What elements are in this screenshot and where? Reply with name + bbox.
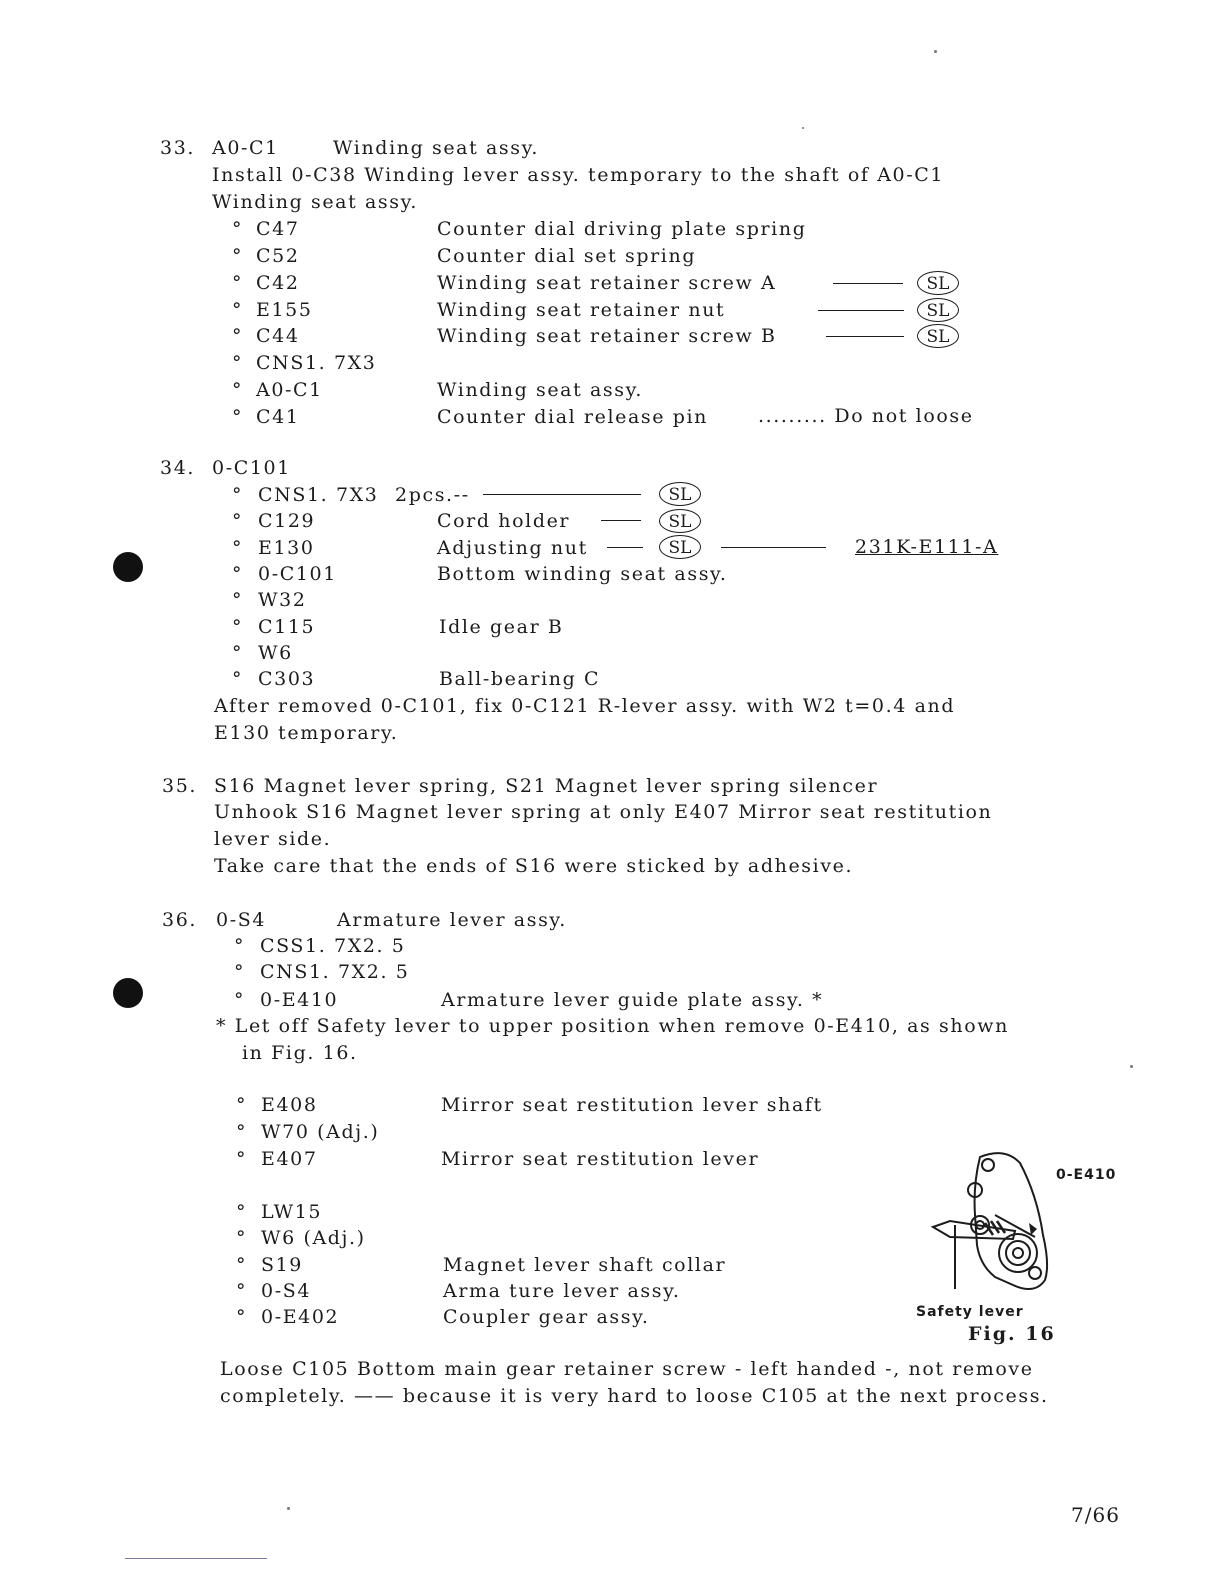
sl-mark: SL (659, 482, 701, 506)
leader-line (483, 494, 641, 495)
part-description: Cord holder (437, 510, 571, 532)
bullet: ° (232, 299, 244, 321)
part-code: E155 (256, 299, 313, 321)
bullet: ° (232, 616, 244, 638)
leader-line (721, 547, 826, 548)
binder-hole-punch (113, 552, 143, 582)
sl-mark: SL (659, 535, 701, 559)
bullet: ° (232, 352, 244, 374)
part-code: E407 (261, 1148, 318, 1170)
leader-line (818, 310, 904, 311)
bullet: ° (236, 1201, 248, 1223)
part-code: CNS1. 7X3 (256, 352, 377, 374)
scan-speck (934, 50, 937, 53)
part-code: CSS1. 7X2. 5 (260, 935, 406, 957)
section-35-line4: Take care that the ends of S16 were sticked by adhesive. (214, 855, 854, 877)
section-35-line2: Unhook S16 Magnet lever spring at only E407 Mirror seat restitution (214, 801, 993, 823)
section-34-number: 34. (160, 457, 196, 479)
bullet: ° (232, 563, 244, 585)
part-description: Arma ture lever assy. (443, 1280, 681, 1302)
part-description: Mirror seat restitution lever (441, 1148, 760, 1170)
part-code: 0-E410 (260, 989, 339, 1011)
part-description: Winding seat assy. (437, 379, 644, 401)
part-code: A0-C1 (256, 379, 323, 401)
part-description: Counter dial driving plate spring (437, 218, 807, 240)
part-code: S19 (261, 1254, 303, 1276)
sl-mark: SL (917, 271, 959, 295)
section-36-note-line2: in Fig. 16. (242, 1042, 358, 1064)
part-description: 2pcs.-- (395, 484, 470, 506)
bullet: ° (234, 989, 246, 1011)
figure-16 (905, 1145, 1125, 1345)
section-36-number: 36. (162, 909, 198, 931)
section-33-number: 33. (160, 137, 196, 159)
sl-mark: SL (917, 298, 959, 322)
scan-speck (1130, 1065, 1133, 1068)
bullet: ° (234, 935, 246, 957)
part-code: W70 (Adj.) (261, 1121, 380, 1143)
loose-note-line2: completely. —— because it is very hard to loose C105 at the next process. (220, 1385, 1049, 1407)
binder-hole-punch (113, 978, 143, 1008)
bullet: ° (232, 537, 244, 559)
section-36-title: Armature lever assy. (337, 909, 567, 931)
part-code: W6 (258, 642, 293, 664)
part-description: Counter dial release pin (437, 406, 709, 428)
bottom-edge-line (125, 1558, 267, 1559)
part-code: C129 (258, 510, 316, 532)
part-code: CNS1. 7X3 (258, 484, 379, 506)
section-36-code: 0-S4 (216, 909, 267, 931)
reference-part-number: 231K-E111-A (855, 536, 999, 558)
bullet: ° (232, 379, 244, 401)
section-34-after-line2: E130 temporary. (214, 722, 399, 744)
bullet: ° (236, 1306, 248, 1328)
bullet: ° (234, 961, 246, 983)
part-code: E408 (261, 1094, 318, 1116)
bullet: ° (232, 668, 244, 690)
part-code: LW15 (261, 1201, 323, 1223)
part-description: Idle gear B (439, 616, 564, 638)
bullet: ° (232, 484, 244, 506)
bullet: ° (236, 1094, 248, 1116)
bullet: ° (236, 1254, 248, 1276)
bullet: ° (232, 218, 244, 240)
section-36-note-line1: * Let off Safety lever to upper position when remove 0-E410, as shown (216, 1015, 1009, 1037)
c41-note: ......... Do not loose (758, 405, 974, 427)
part-description: Armature lever guide plate assy. * (441, 989, 824, 1011)
page-number: 7/66 (1071, 1503, 1120, 1527)
part-description: Coupler gear assy. (443, 1306, 650, 1328)
bullet: ° (236, 1148, 248, 1170)
part-description: Winding seat retainer screw A (437, 272, 777, 294)
bullet: ° (232, 510, 244, 532)
part-description: Adjusting nut (437, 537, 588, 559)
part-description: Ball-bearing C (439, 668, 601, 690)
figure-part-label: 0-E410 (1056, 1167, 1117, 1183)
bullet: ° (236, 1121, 248, 1143)
bullet: ° (232, 245, 244, 267)
part-description: Magnet lever shaft collar (443, 1254, 727, 1276)
part-description: Winding seat retainer screw B (437, 325, 777, 347)
leader-line (601, 520, 641, 521)
section-35-line1: S16 Magnet lever spring, S21 Magnet lever spring silencer (214, 775, 879, 797)
part-code: 0-C101 (258, 563, 337, 585)
part-code: C41 (256, 406, 300, 428)
scan-speck (287, 1507, 290, 1510)
part-code: C115 (258, 616, 316, 638)
figure-caption: Fig. 16 (968, 1323, 1056, 1345)
sl-mark: SL (659, 509, 701, 533)
part-code: C44 (256, 325, 300, 347)
sl-mark: SL (917, 324, 959, 348)
section-34-after-line1: After removed 0-C101, fix 0-C121 R-lever assy. with W2 t=0.4 and (214, 695, 956, 717)
part-description: Mirror seat restitution lever shaft (441, 1094, 823, 1116)
bullet: ° (232, 406, 244, 428)
part-code: W32 (258, 589, 307, 611)
bullet: ° (236, 1227, 248, 1249)
leader-line (607, 547, 643, 548)
bullet: ° (236, 1280, 248, 1302)
scan-speck (802, 127, 804, 129)
part-code: C52 (256, 245, 300, 267)
part-description: Winding seat retainer nut (437, 299, 726, 321)
section-33-code: A0-C1 (212, 137, 279, 159)
part-code: CNS1. 7X2. 5 (260, 961, 410, 983)
loose-note-line1: Loose C105 Bottom main gear retainer screw - left handed -, not remove (220, 1358, 1034, 1380)
section-35-line3: lever side. (214, 828, 332, 850)
part-code: 0-E402 (261, 1306, 340, 1328)
section-34-code: 0-C101 (212, 457, 291, 479)
leader-line (826, 336, 904, 337)
part-code: 0-S4 (261, 1280, 312, 1302)
section-33-intro-line2: Winding seat assy. (212, 191, 419, 213)
part-code: W6 (Adj.) (261, 1227, 366, 1249)
leader-line (833, 283, 903, 284)
bullet: ° (232, 589, 244, 611)
part-code: E130 (258, 537, 315, 559)
section-33-title: Winding seat assy. (333, 137, 540, 159)
section-35-number: 35. (162, 775, 198, 797)
armature-guide-plate-drawing (925, 1145, 1075, 1320)
part-code: C47 (256, 218, 300, 240)
bullet: ° (232, 272, 244, 294)
part-description: Counter dial set spring (437, 245, 697, 267)
bullet: ° (232, 642, 244, 664)
part-code: C303 (258, 668, 316, 690)
figure-lever-label: Safety lever (916, 1304, 1024, 1320)
section-33-intro-line1: Install 0-C38 Winding lever assy. temporary to the shaft of A0-C1 (212, 164, 945, 186)
part-description: Bottom winding seat assy. (437, 563, 728, 585)
part-code: C42 (256, 272, 300, 294)
bullet: ° (232, 325, 244, 347)
